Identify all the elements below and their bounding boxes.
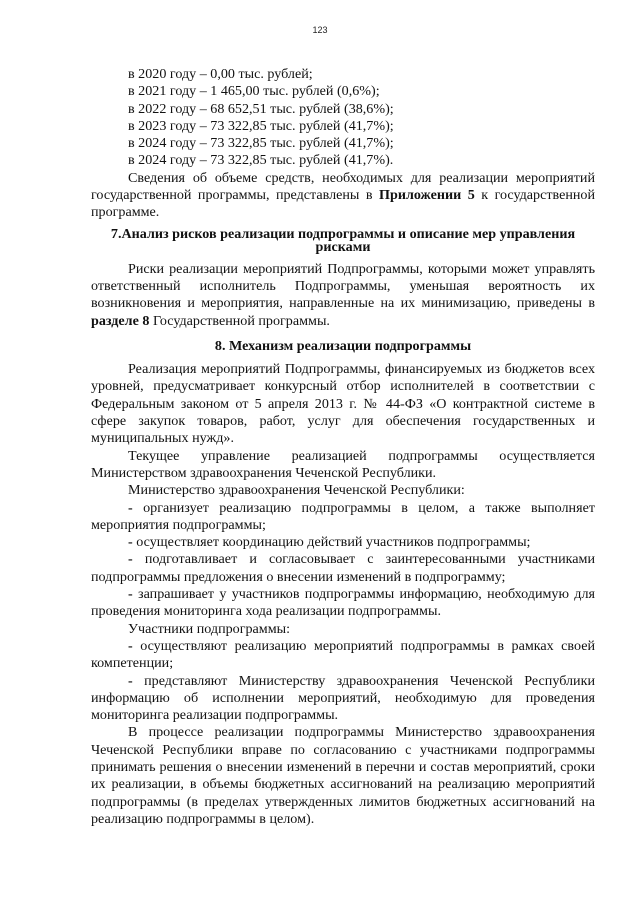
funding-year-line: в 2023 году – 73 322,85 тыс. рублей (41,7%); bbox=[128, 117, 394, 134]
funding-note-tail: к государственной программе. bbox=[91, 187, 596, 221]
funding-year-line: в 2022 году – 68 652,51 тыс. рублей (38,6%); bbox=[128, 100, 394, 117]
ministry-duty-item bbox=[91, 586, 595, 621]
list-dash: - bbox=[128, 534, 133, 551]
list-dash: - bbox=[128, 499, 133, 516]
participant-duty-text: осуществляют реализацию мероприятий подпрограммы в рамках своей компетенции; bbox=[91, 637, 596, 672]
mechanism-paragraph: Реализация мероприятий Подпрограммы, финансируемых из бюджетов всех уровней, предусматривает конкурсный отбор исполнителей в соответствии с Федеральным законом от 5 апреля 2013 г. № 44-ФЗ «О контрактной системе в сфере закупок товаров, работ, услуг для обеспечения государственных и муниципальных нужд». bbox=[91, 361, 595, 447]
ministry-duty-text: осуществляет координацию действий участников подпрограммы; bbox=[136, 534, 531, 551]
document-body bbox=[91, 66, 595, 828]
ministry-duty-item bbox=[91, 534, 595, 551]
risk-text-tail: Государственной программы. bbox=[149, 312, 330, 329]
section-reference: разделе 8 bbox=[91, 312, 150, 329]
ministry-intro: Министерство здравоохранения Чеченской Республики: bbox=[128, 482, 465, 499]
ministry-duty-item bbox=[91, 551, 595, 586]
funding-note bbox=[91, 170, 595, 222]
section-7-paragraph bbox=[91, 261, 595, 330]
participant-duty-item bbox=[91, 673, 595, 725]
list-dash: - bbox=[128, 637, 133, 654]
section-7-heading: 7.Анализ рисков реализации подпрограммы и описание мер управления рисками bbox=[110, 225, 576, 256]
ministry-duty-text: подготавливает и согласовывает с заинтересованными участниками подпрограммы предложения о внесении изменений в подпрограмму; bbox=[91, 551, 595, 585]
participant-duty-item bbox=[91, 638, 595, 673]
funding-year-line: в 2024 году – 73 322,85 тыс. рублей (41,7%). bbox=[128, 152, 394, 169]
participants-intro: Участники подпрограммы: bbox=[128, 620, 291, 637]
ministry-duty-text: запрашивает у участников подпрограммы информацию, необходимую для проведения мониторинга хода реализации подпрограммы. bbox=[91, 586, 595, 620]
page-number: 123 bbox=[312, 25, 328, 35]
list-dash: - bbox=[128, 551, 133, 568]
funding-note-text: Сведения об объеме средств, необходимых для реализации мероприятий государственной программы, представлены в bbox=[91, 169, 595, 204]
list-dash: - bbox=[128, 672, 133, 689]
ministry-duty-item bbox=[91, 500, 595, 535]
funding-year-line: в 2020 году – 0,00 тыс. рублей; bbox=[128, 66, 313, 82]
management-paragraph: Текущее управление реализацией подпрограммы осуществляется Министерством здравоохранения Чеченской Республики. bbox=[91, 447, 595, 481]
funding-year-line: в 2024 году – 73 322,85 тыс. рублей (41,7%); bbox=[128, 135, 394, 152]
funding-year-line: в 2021 году – 1 465,00 тыс. рублей (0,6%); bbox=[128, 83, 380, 100]
risk-text: Риски реализации мероприятий Подпрограммы, которыми может управлять ответственный исполнитель Подпрограммы, уменьшая вероятность их возникновения и мероприятия, направленные на их минимизацию, приведены в bbox=[91, 260, 595, 312]
appendix-reference: Приложении 5 bbox=[379, 187, 475, 204]
funding-list bbox=[91, 66, 595, 170]
section-8-heading: 8. Механизм реализации подпрограммы bbox=[214, 337, 472, 354]
participant-duty-text: представляют Министерству здравоохранения Чеченской Республики информацию об исполнении мероприятий, необходимую для проведения мониторинга реализации подпрограммы. bbox=[91, 672, 595, 724]
ministry-duty-text: организует реализацию подпрограммы в целом, а также выполняет мероприятия подпрограммы; bbox=[91, 499, 595, 533]
changes-paragraph: В процессе реализации подпрограммы Министерство здравоохранения Чеченской Республики вправе по согласованию с участниками подпрограммы принимать решения о внесении изменений в перечни и состав мероприятий, сроки их реализации, в объемы бюджетных ассигнований на реализацию мероприятий подпрограммы (в пределах утвержденных лимитов бюджетных ассигнований на реализацию подпрограммы в целом). bbox=[91, 724, 595, 827]
list-dash: - bbox=[128, 586, 133, 603]
